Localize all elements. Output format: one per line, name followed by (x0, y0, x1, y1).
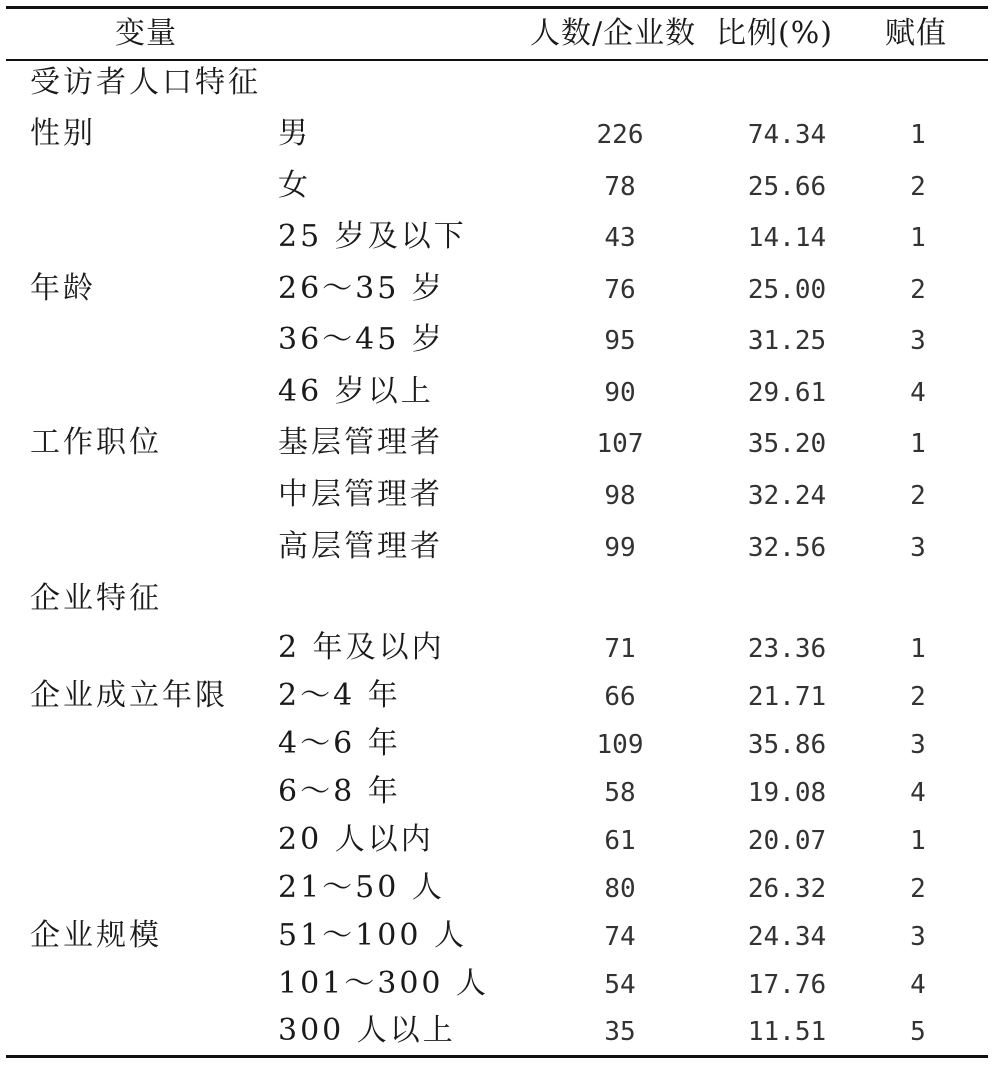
header-variable: 变量 (115, 16, 177, 51)
row-percent: 19.08 (747, 778, 827, 808)
table-row (0, 425, 992, 476)
row-percent: 11.51 (747, 1017, 827, 1047)
row-percent: 31.25 (747, 326, 827, 356)
row-category: 女 (278, 168, 311, 203)
header-percent: 比例(%) (716, 16, 833, 51)
row-category: 2～4 年 (278, 678, 401, 713)
table-row (0, 1013, 992, 1064)
table-row (0, 271, 992, 322)
row-value: 4 (910, 378, 926, 408)
row-value: 2 (910, 874, 926, 904)
row-percent: 35.20 (747, 429, 827, 459)
row-category: 46 岁以上 (278, 374, 434, 409)
row-count: 98 (604, 481, 636, 511)
section-title: 受访者人口特征 (30, 65, 261, 100)
row-count: 43 (604, 223, 636, 253)
table-row (0, 219, 992, 270)
table-row (0, 774, 992, 825)
row-value: 2 (910, 481, 926, 511)
row-percent: 20.07 (747, 826, 827, 856)
row-value: 4 (910, 778, 926, 808)
row-value: 3 (910, 326, 926, 356)
row-count: 95 (604, 326, 636, 356)
row-value: 3 (910, 922, 926, 952)
row-percent: 32.56 (747, 533, 827, 563)
group-label: 企业成立年限 (30, 678, 228, 713)
row-percent: 25.66 (747, 172, 827, 202)
table-row (0, 870, 992, 921)
row-count: 78 (604, 172, 636, 202)
row-percent: 17.76 (747, 970, 827, 1000)
row-count: 99 (604, 533, 636, 563)
row-percent: 29.61 (747, 378, 827, 408)
row-category: 男 (278, 116, 311, 151)
row-count: 58 (604, 778, 636, 808)
row-percent: 35.86 (747, 730, 827, 760)
header-count: 人数/企业数 (530, 16, 697, 51)
row-category: 2 年及以内 (278, 630, 445, 665)
row-count: 90 (604, 378, 636, 408)
row-category: 25 岁及以下 (278, 219, 467, 254)
row-category: 21～50 人 (278, 870, 445, 905)
table-row (0, 630, 992, 681)
row-category: 4～6 年 (278, 726, 401, 761)
header-rule (6, 59, 988, 61)
row-value: 2 (910, 682, 926, 712)
row-value: 5 (910, 1017, 926, 1047)
row-count: 61 (604, 826, 636, 856)
row-count: 35 (604, 1017, 636, 1047)
table-row (0, 726, 992, 777)
row-percent: 25.00 (747, 275, 827, 305)
row-count: 66 (604, 682, 636, 712)
row-value: 1 (910, 120, 926, 150)
row-category: 51～100 人 (278, 918, 467, 953)
row-category: 26～35 岁 (278, 271, 445, 306)
row-percent: 74.34 (747, 120, 827, 150)
row-value: 3 (910, 533, 926, 563)
row-category: 101～300 人 (278, 966, 490, 1001)
row-value: 3 (910, 730, 926, 760)
section-title: 企业特征 (30, 581, 162, 616)
group-label: 性别 (30, 116, 96, 151)
row-category: 36～45 岁 (278, 322, 445, 357)
row-category: 基层管理者 (278, 425, 443, 460)
row-count: 226 (596, 120, 644, 150)
row-category: 300 人以上 (278, 1013, 456, 1048)
row-count: 109 (596, 730, 644, 760)
table-row (0, 322, 992, 373)
row-value: 2 (910, 275, 926, 305)
table-row (0, 678, 992, 729)
row-category: 6～8 年 (278, 774, 401, 809)
row-value: 1 (910, 223, 926, 253)
table-row (0, 822, 992, 873)
row-percent: 32.24 (747, 481, 827, 511)
row-percent: 21.71 (747, 682, 827, 712)
group-label: 企业规模 (30, 918, 162, 953)
row-category: 高层管理者 (278, 529, 443, 564)
row-count: 71 (604, 634, 636, 664)
row-value: 1 (910, 429, 926, 459)
row-count: 107 (596, 429, 644, 459)
table-row (0, 477, 992, 528)
row-percent: 14.14 (747, 223, 827, 253)
table-row (0, 966, 992, 1017)
row-value: 1 (910, 634, 926, 664)
top-rule (6, 6, 988, 9)
row-percent: 26.32 (747, 874, 827, 904)
table-row (0, 168, 992, 219)
group-label: 工作职位 (30, 425, 162, 460)
row-percent: 24.34 (747, 922, 827, 952)
row-count: 80 (604, 874, 636, 904)
row-count: 74 (604, 922, 636, 952)
row-count: 76 (604, 275, 636, 305)
table-row (0, 918, 992, 969)
row-value: 2 (910, 172, 926, 202)
row-value: 1 (910, 826, 926, 856)
row-category: 20 人以内 (278, 822, 434, 857)
table-row (0, 374, 992, 425)
row-category: 中层管理者 (278, 477, 443, 512)
row-value: 4 (910, 970, 926, 1000)
header-value: 赋值 (885, 16, 947, 51)
row-count: 54 (604, 970, 636, 1000)
group-label: 年龄 (30, 271, 96, 306)
row-percent: 23.36 (747, 634, 827, 664)
table-row (0, 116, 992, 167)
table-row (0, 529, 992, 580)
